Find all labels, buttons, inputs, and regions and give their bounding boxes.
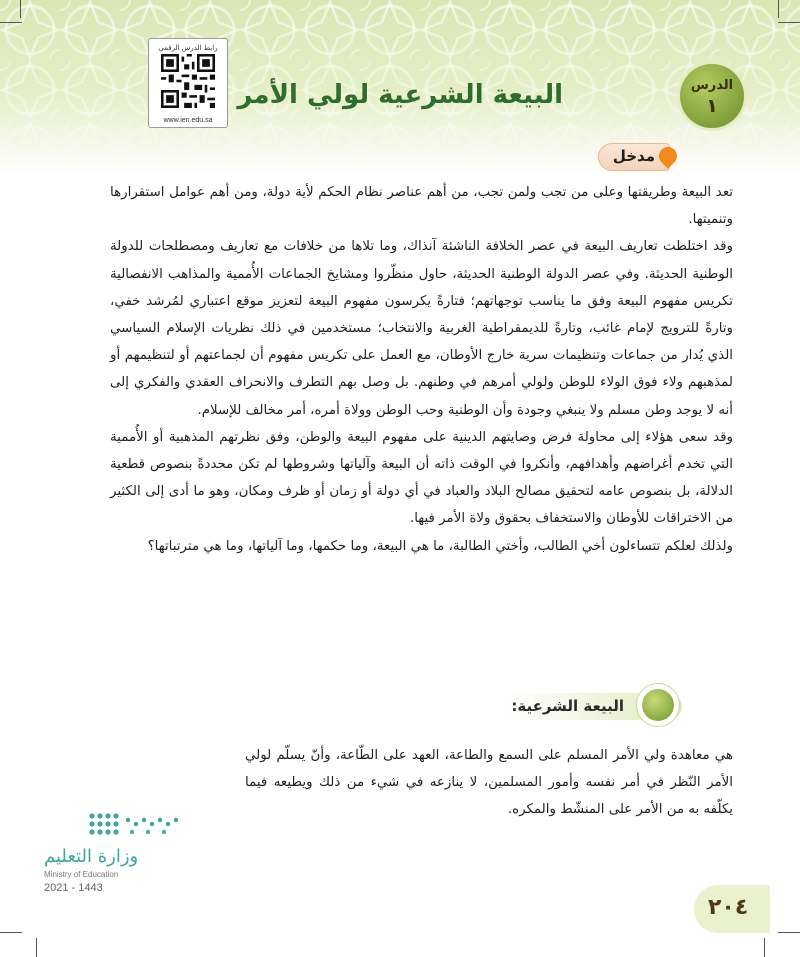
intro-tag: [598, 143, 670, 171]
qr-url[interactable]: www.ien.edu.sa: [163, 117, 213, 124]
section-heading: البيعة الشرعية:: [511, 697, 624, 715]
edition-year: 2021 - 1443: [44, 882, 103, 894]
page-number: ٢٠٤: [708, 895, 749, 920]
ministry-name-ar: وزارة التعليم: [44, 846, 139, 867]
section-circle-icon: [636, 683, 680, 727]
crop-mark: [36, 938, 37, 957]
intro-paragraph: تعد البيعة وطريقتها وعلى من تجب ولمن تجب، من أهم عناصر نظام الحكم لأية دولة، ومن أهم عوامل استقرارها وتنميتها.: [110, 185, 733, 228]
qr-code-card[interactable]: [148, 38, 228, 128]
intro-paragraph: ولذلك لعلكم تتساءلون أخي الطالب، وأختي الطالبة، ما هي البيعة، وما حكمها، وما آلياتها، وما هي مترتباتها؟: [147, 538, 733, 554]
page-number-tab: [694, 885, 770, 933]
intro-paragraph: وقد اختلطت تعاريف البيعة في عصر الخلافة الناشئة آنذاك، وما تلاها من خلافات مع تعاريف ومصطلحات للدولة الوطنية الحديثة. وفي عصر الدولة الوطنية الحديثة، حاول منظّروا ومشايخ الجماعات الأُممية والمذاهب الانفصالية تكريس مفهوم البيعة وفق ما يناسب توجهاتهم؛ فتارةً يكرسون مفهوم البيعة لتعزيز موقع اعتباري لمُرشد خفي، وتارةً للترويج لإمام غائب، وتارةً للديمقراطية الغربية والانتخاب؛ مستخدمين في ذلك نظريات الإسلام السياسي الذي يُدار من جماعات وتنظيمات سرية خارج الأوطان، مع العمل على تكريس مفهوم أن لجماعتهم أو لتنظيمهم أو لمذهبهم ولاء فوق الولاء للوطن ولولي أمرهم في وطنهم. بل وصل بهم التطرف والانحراف العقدي والفكري إلى أنه لا يوجد وطن مسلم ولا ينبغي وجودة وأن الوطنية وحب الوطن وولاة أمره، أمر مخالف للإسلام.: [110, 239, 733, 418]
definition-paragraph: هي معاهدة ولي الأمر المسلم على السمع والطاعة، العهد على الطّاعة، وأنّ يسلّم لولي الأمر النّظر في أمر نفسه وأمور المسلمين، لا ينازعه في شيء من ذلك ويطيعه فيما يكلّفه به من الأمر على المنشّط والمكره.: [245, 748, 733, 817]
ministry-dots-icon: [84, 808, 184, 842]
lesson-badge: [680, 64, 744, 128]
crop-mark: [0, 932, 22, 933]
lesson-number: ١: [706, 95, 718, 117]
crop-mark: [20, 0, 21, 18]
lesson-title: البيعة الشرعية لولي الأمر: [237, 80, 563, 110]
intro-body: [110, 179, 733, 560]
crop-mark: [764, 938, 765, 957]
definition-body: [245, 742, 733, 823]
qr-code-icon: [161, 54, 215, 108]
ministry-logo: [44, 808, 184, 898]
crop-mark: [778, 0, 779, 18]
intro-tag-label: مدخل: [612, 147, 655, 165]
crop-mark: [0, 22, 22, 23]
qr-caption: رابط الدرس الرقمي: [158, 44, 218, 52]
intro-paragraph: وقد سعى هؤلاء إلى محاولة فرض وصايتهم الدينية على مفهوم البيعة والوطن، وفق نظرتهم المذهبية أو الأُممية التي تخدم أغراضهم وأهدافهم، وأنكروا في الوقت ذاته أن البيعة وآلياتها وشروطها لم تكن محددةً بنصوص قطعية الدلالة، بل بنصوص عامه لتحقيق مصالح البلاد والعباد في أي دولة أو زمان أو ظرف ومكان، وهو ما أدى إلى الكثير من الاختراقات للأوطان والاستخفاف بحقوق ولاة الأمر فيها.: [110, 429, 733, 527]
ministry-name-en: Ministry of Education: [44, 870, 119, 879]
lesson-label: الدرس: [690, 78, 734, 93]
crop-mark: [778, 932, 800, 933]
crop-mark: [778, 22, 800, 23]
